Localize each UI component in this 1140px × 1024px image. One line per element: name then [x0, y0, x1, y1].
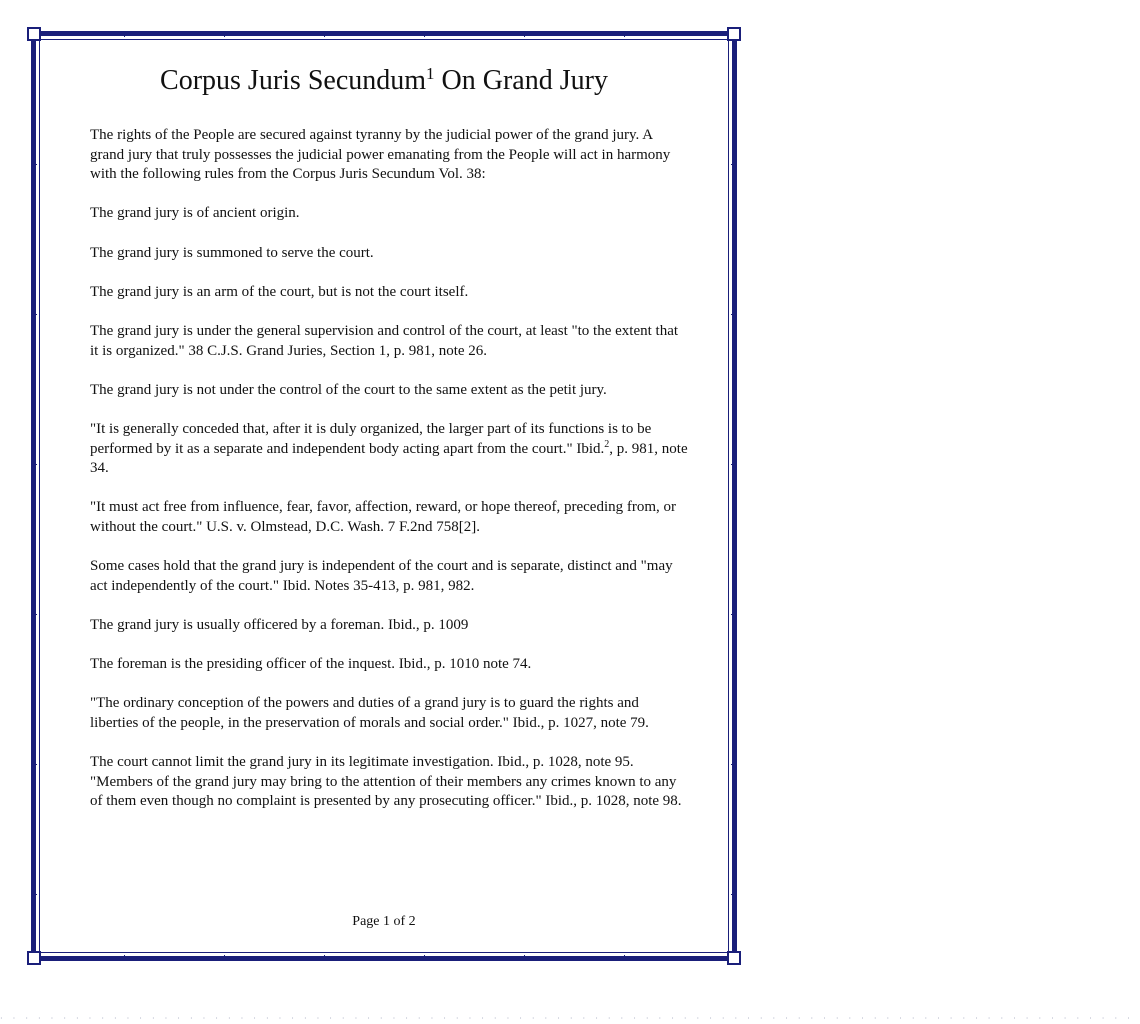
- title-footnote-marker: 1: [426, 64, 435, 83]
- border-tick: [31, 614, 37, 615]
- border-tick: [31, 764, 37, 765]
- border-tick: [624, 955, 625, 961]
- paragraph: "It must act free from influence, fear, favor, affection, reward, or hope thereof, preceding from, or without the court." U.S. v. Olmstead, D.C. Wash. 7 F.2nd 758[2].: [90, 499, 677, 535]
- footnote-marker: 2: [604, 438, 610, 450]
- border-tick: [224, 31, 225, 37]
- paragraph: The grand jury is an arm of the court, but is not the court itself.: [90, 283, 469, 300]
- paragraph-text: , p. 981, note 34.: [90, 440, 688, 477]
- paragraph: The foreman is the presiding officer of the inquest. Ibid., p. 1010 note 74.: [90, 656, 532, 673]
- border-tick: [731, 164, 737, 165]
- paragraph: The grand jury is under the general supervision and control of the court, at least "to the extent that it is organized." 38 C.J.S. Grand Juries, Section 1, p. 981, note 26.: [90, 322, 679, 359]
- border-tick: [124, 31, 125, 37]
- paragraph: The grand jury is of ancient origin.: [90, 205, 300, 222]
- paragraph: "The ordinary conception of the powers and duties of a grand jury is to guard the rights and liberties of the people, in the preservation of morals and social order." Ibid., p. 1027, note 79.: [90, 695, 649, 731]
- border-tick: [731, 614, 737, 615]
- paragraph-text: "It is generally conceded that, after it is duly organized, the larger part of its functions is to be performed by it as a separate and independent body acting apart from the court." Ibid.: [90, 420, 652, 457]
- border-tick: [424, 31, 425, 37]
- paragraph: The rights of the People are secured against tyranny by the judicial power of the grand jury. A grand jury that truly possesses the judicial power emanating from the People will act in harmony with the following rules from the Corpus Juris Secundum Vol. 38:: [90, 127, 671, 183]
- border-tick: [124, 955, 125, 961]
- corner-ornament: [27, 27, 41, 41]
- title-suffix: On Grand Jury: [434, 65, 608, 96]
- paragraph: The court cannot limit the grand jury in its legitimate investigation. Ibid., p. 1028, note 95.: [90, 754, 634, 770]
- paragraph: Some cases hold that the grand jury is independent of the court and is separate, distinct and "may act independently of the court." Ibid. Notes 35-413, p. 981, 982.: [90, 558, 673, 594]
- border-tick: [424, 955, 425, 961]
- bottom-edge-decoration: ··························································································: [0, 1014, 1140, 1023]
- border-tick: [224, 955, 225, 961]
- page-number: Page 1 of 2: [352, 914, 416, 929]
- paragraph: The grand jury is summoned to serve the court.: [90, 244, 374, 261]
- border-tick: [731, 314, 737, 315]
- border-tick: [524, 955, 525, 961]
- border-tick: [624, 31, 625, 37]
- paragraph: The grand jury is not under the control of the court to the same extent as the petit jury.: [90, 381, 607, 398]
- border-tick: [731, 894, 737, 895]
- border-tick: [731, 464, 737, 465]
- border-tick: [31, 164, 37, 165]
- border-tick: [31, 894, 37, 895]
- paragraph: "Members of the grand jury may bring to the attention of their members any crimes known to any of them even though no complaint is presented by any prosecuting officer." Ibid., p. 1028, note 98.: [90, 773, 682, 810]
- paragraph: [90, 420, 690, 479]
- border-tick: [324, 955, 325, 961]
- border-tick: [731, 764, 737, 765]
- corner-ornament: [27, 951, 41, 965]
- corner-ornament: [727, 27, 741, 41]
- paragraph: The grand jury is usually officered by a foreman. Ibid., p. 1009: [90, 616, 469, 633]
- border-tick: [31, 314, 37, 315]
- border-tick: [31, 464, 37, 465]
- page-title: [0, 64, 768, 98]
- title-text: Corpus Juris Secundum: [160, 65, 427, 96]
- document-body: [90, 126, 690, 831]
- border-tick: [324, 31, 325, 37]
- border-tick: [524, 31, 525, 37]
- corner-ornament: [727, 951, 741, 965]
